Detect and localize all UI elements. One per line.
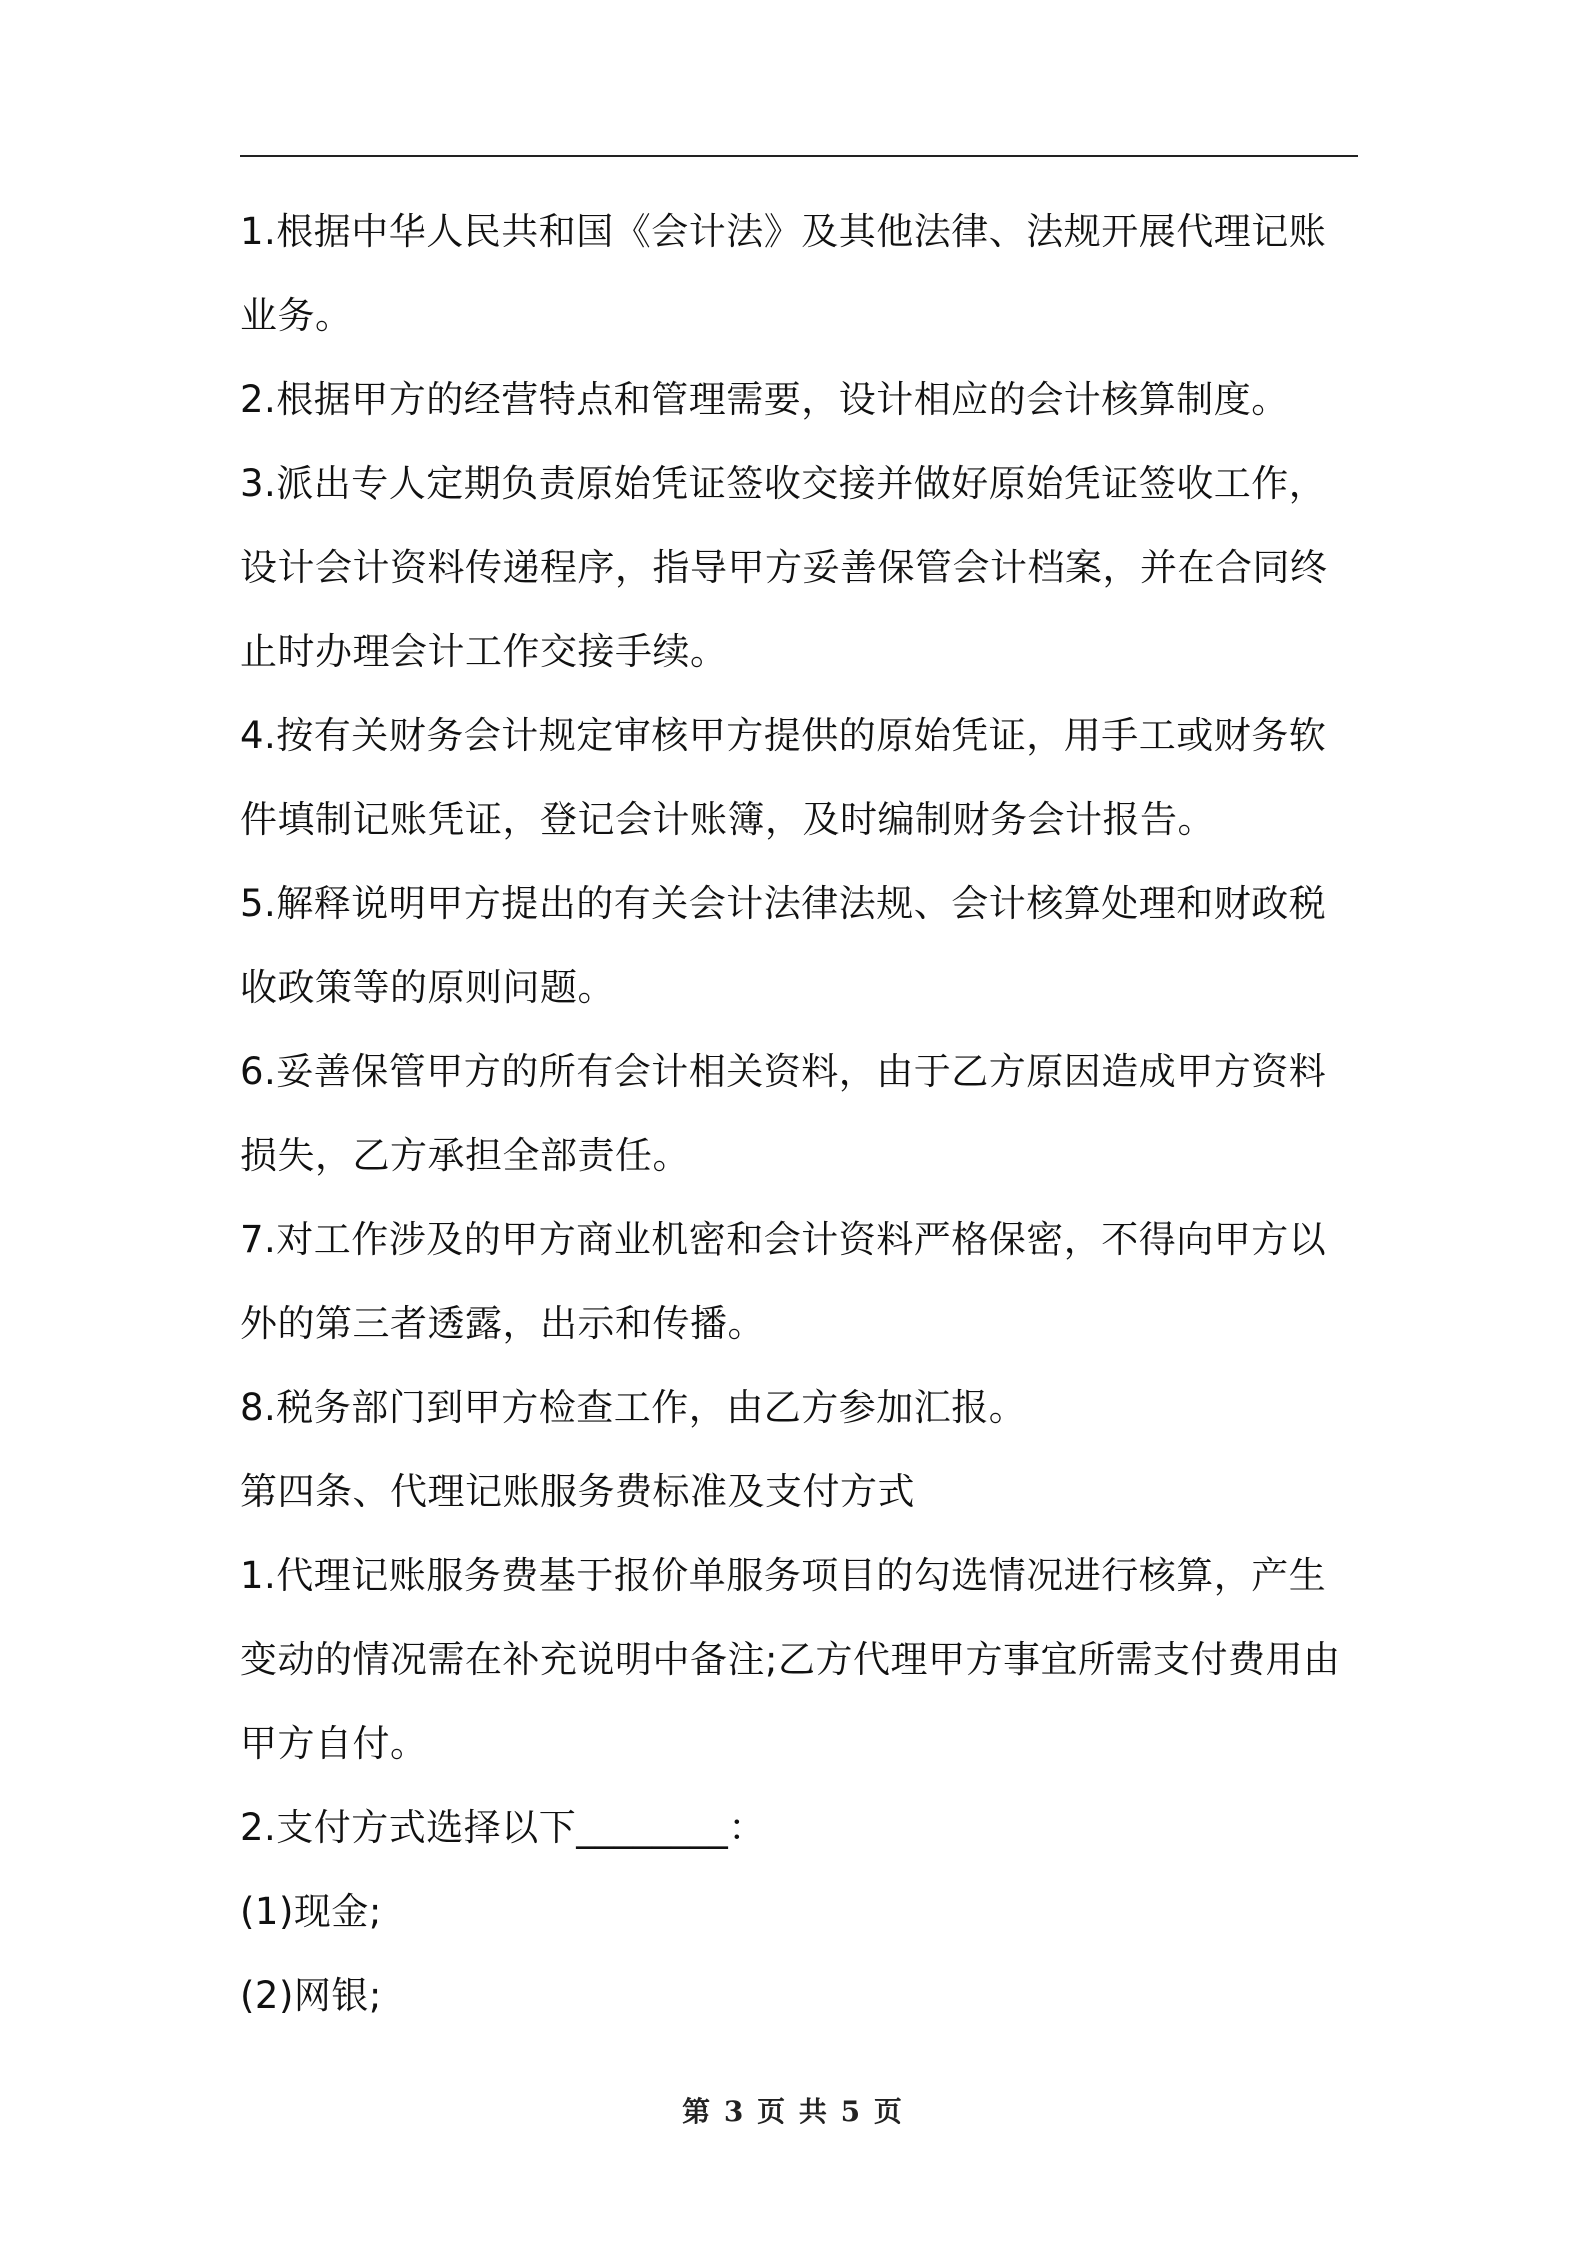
clause-4-paragraph: 4.按有关财务会计规定审核甲方提供的原始凭证，用手工或财务软件填制记账凭证，登记会计账簿，及时编制财务会计报告。 [240,714,1327,841]
clause-7-paragraph: 7.对工作涉及的甲方商业机密和会计资料严格保密，不得向甲方以外的第三者透露，出示和传播。 [240,1218,1327,1345]
document-body [240,190,1358,2038]
header-divider [240,155,1358,157]
payment-method-paragraph: 2.支付方式选择以下________： [240,1806,766,1849]
payment-option-online-banking: (2)网银; [240,1974,382,2017]
fee-clause-1-paragraph: 1.代理记账服务费基于报价单服务项目的勾选情况进行核算，产生变动的情况需在补充说明中备注;乙方代理甲方事宜所需支付费用由甲方自付。 [240,1554,1341,1765]
clause-6-paragraph: 6.妥善保管甲方的所有会计相关资料，由于乙方原因造成甲方资料损失，乙方承担全部责任。 [240,1050,1327,1177]
clause-5-paragraph: 5.解释说明甲方提出的有关会计法律法规、会计核算处理和财政税收政策等的原则问题。 [240,882,1327,1009]
clause-2-paragraph: 2.根据甲方的经营特点和管理需要，设计相应的会计核算制度。 [240,378,1289,421]
page-number-footer: 第 3 页 共 5 页 [682,2095,904,2128]
article-4-heading: 第四条、代理记账服务费标准及支付方式 [240,1470,915,1513]
clause-8-paragraph: 8.税务部门到甲方检查工作，由乙方参加汇报。 [240,1386,1027,1429]
clause-1-paragraph: 1.根据中华人民共和国《会计法》及其他法律、法规开展代理记账业务。 [240,210,1327,337]
payment-option-cash: (1)现金; [240,1890,382,1933]
clause-3-paragraph: 3.派出专人定期负责原始凭证签收交接并做好原始凭证签收工作，设计会计资料传递程序，指导甲方妥善保管会计档案，并在合同终止时办理会计工作交接手续。 [240,462,1328,673]
